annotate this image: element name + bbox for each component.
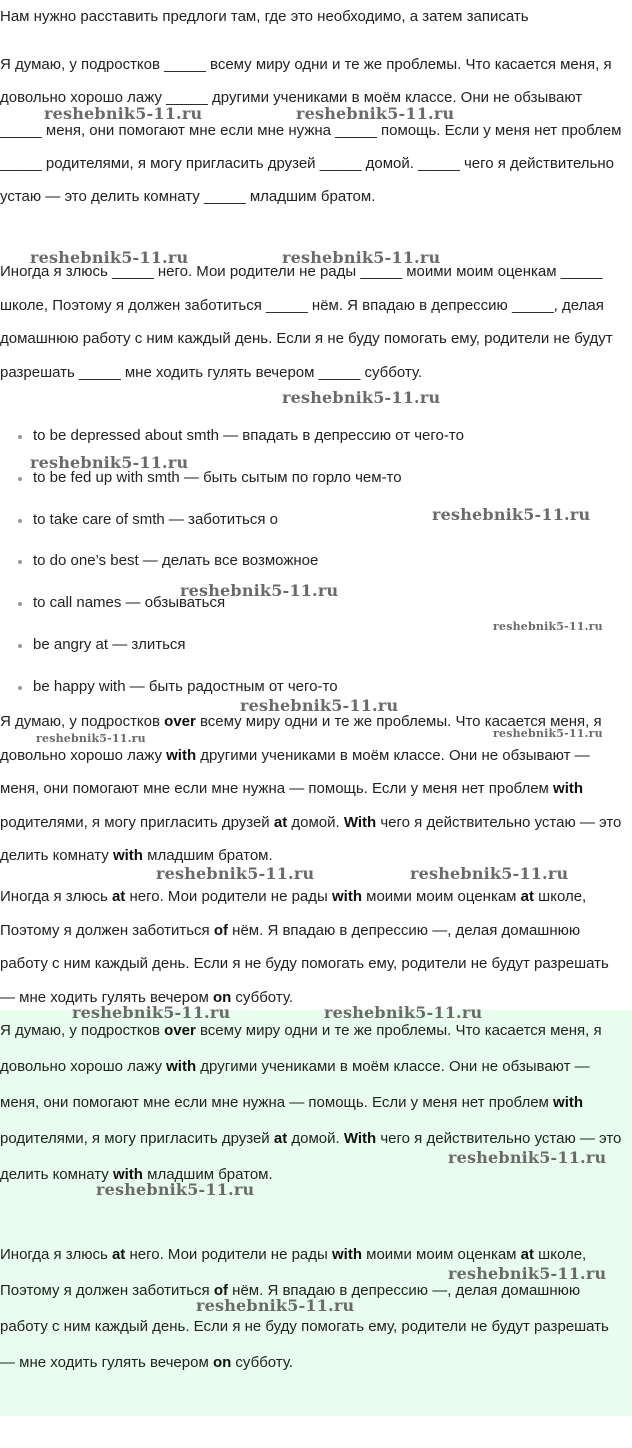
watermark: reshebnik5-11.ru [72, 1003, 231, 1022]
task-intro: Нам нужно расставить предлоги там, где это необходимо, а затем записать [0, 8, 529, 25]
clipped-line [0, 36, 632, 44]
watermark: reshebnik5-11.ru [324, 1003, 483, 1022]
highlighted-answer-paragraph-2: Иногда я злюсь at него. Мои родители не рады with моими моим оценкам at школе, Поэтому я должен заботиться of нём. Я впадаю в депрессию —, делая домашнюю работу с ним каждый день. Если я не буду помогать ему, родители не будут разрешать — мне ходить гулять вечером on субботу. [0, 1246, 609, 1371]
answer-preposition: With [343, 813, 377, 831]
answer-preposition: of [213, 1282, 228, 1299]
answer-paragraph-1: Я думаю, у подростков over всему миру одни и те же проблемы. Что касается меня, я довольно хорошо лажу with другими учениками в моём классе. Они не обзывают — меня, они помогают мне если мне нужна — помощь. Если у меня нет проблем with родителями, я могу пригласить друзей at домой. With чего я действительно устаю — это делить комнату with младшим братом. [0, 713, 622, 864]
exercise-paragraph-2: Иногда я злюсь _____ него. Мои родители не рады _____ моими моим оценкам _____ школе, Поэтому я должен заботиться _____ нём. Я впадаю в депрессию _____, делая домашнюю работу с ним каждый день. Если я не буду помогать ему, родители не будут разрешать _____ мне ходить гулять вечером _____ субботу. [0, 263, 613, 381]
answer-preposition: with [331, 1246, 362, 1263]
watermark: reshebnik5-11.ru [410, 864, 569, 883]
answer-preposition: on [212, 988, 232, 1006]
watermark: reshebnik5-11.ru [44, 104, 203, 123]
vocabulary-item: to be fed up with smth — быть сытым по горло чем-то [33, 462, 632, 504]
watermark: reshebnik5-11.ru [180, 581, 339, 600]
watermark: reshebnik5-11.ru [282, 248, 441, 267]
watermark: reshebnik5-11.ru [493, 620, 603, 633]
watermark: reshebnik5-11.ru [296, 104, 455, 123]
watermark: reshebnik5-11.ru [240, 696, 399, 715]
highlighted-answer-paragraph-1: Я думаю, у подростков over всему миру одни и те же проблемы. Что касается меня, я довольно хорошо лажу with другими учениками в моём классе. Они не обзывают — меня, они помогают мне если мне нужна — помощь. Если у меня нет проблем with родителями, я могу пригласить друзей at домой. With чего я действительно устаю — это делить комнату with младшим братом. [0, 1022, 622, 1183]
vocabulary-item: to call names — обзываться [33, 587, 632, 629]
answer-preposition: with [166, 1058, 197, 1075]
answer-preposition: with [166, 746, 197, 764]
vocabulary-item: be angry at — злиться [33, 629, 632, 671]
answer-preposition: at [111, 1246, 126, 1263]
watermark: reshebnik5-11.ru [36, 732, 146, 745]
watermark: reshebnik5-11.ru [448, 1264, 607, 1283]
answer-preposition: at [273, 1130, 288, 1147]
watermark: reshebnik5-11.ru [493, 727, 603, 740]
answer-preposition: with [112, 1166, 143, 1183]
vocabulary-item: to take care of smth — заботиться о [33, 504, 632, 546]
vocabulary-item: be happy with — быть радостным от чего-то [33, 671, 632, 713]
answer-preposition: over [164, 1022, 196, 1039]
answer-preposition: on [212, 1354, 232, 1371]
answer-paragraph-2: Иногда я злюсь at него. Мои родители не рады with моими моим оценкам at школе, Поэтому я должен заботиться of нём. Я впадаю в депрессию —, делая домашнюю работу с ним каждый день. Если я не буду помогать ему, родители не будут разрешать — мне ходить гулять вечером on субботу. [0, 888, 609, 1006]
watermark: reshebnik5-11.ru [282, 388, 441, 407]
watermark: reshebnik5-11.ru [156, 864, 315, 883]
answer-preposition: over [164, 713, 196, 730]
vocabulary-item: to do one’s best — делать все возможное [33, 545, 632, 587]
watermark: reshebnik5-11.ru [432, 505, 591, 524]
answer-preposition: with [112, 847, 143, 864]
watermark: reshebnik5-11.ru [96, 1180, 255, 1199]
exercise-paragraph-1: Я думаю, у подростков _____ всему миру одни и те же проблемы. Что касается меня, я довольно хорошо лажу _____ другими учениками в моём классе. Они не обзывают _____ меня, они помогают мне если мне нужна _____ помощь. Если у меня нет проблем _____ родителями, я могу пригласить друзей _____ домой. _____ чего я действительно устаю — это делить комнату _____ младшим братом. [0, 56, 622, 205]
answer-preposition: With [343, 1130, 377, 1147]
watermark: reshebnik5-11.ru [196, 1296, 355, 1315]
answer-preposition: at [273, 813, 288, 831]
watermark: reshebnik5-11.ru [30, 453, 189, 472]
answer-preposition: with [553, 780, 584, 797]
answer-preposition: at [520, 888, 535, 905]
vocabulary-item: to be depressed about smth — впадать в депрессию от чего-то [33, 420, 632, 462]
answer-preposition: with [331, 888, 362, 905]
answer-preposition: at [111, 888, 126, 905]
watermark: reshebnik5-11.ru [448, 1148, 607, 1167]
answer-preposition: of [213, 921, 228, 939]
answer-preposition: with [553, 1094, 584, 1111]
watermark: reshebnik5-11.ru [30, 248, 189, 267]
answer-preposition: at [520, 1246, 535, 1263]
